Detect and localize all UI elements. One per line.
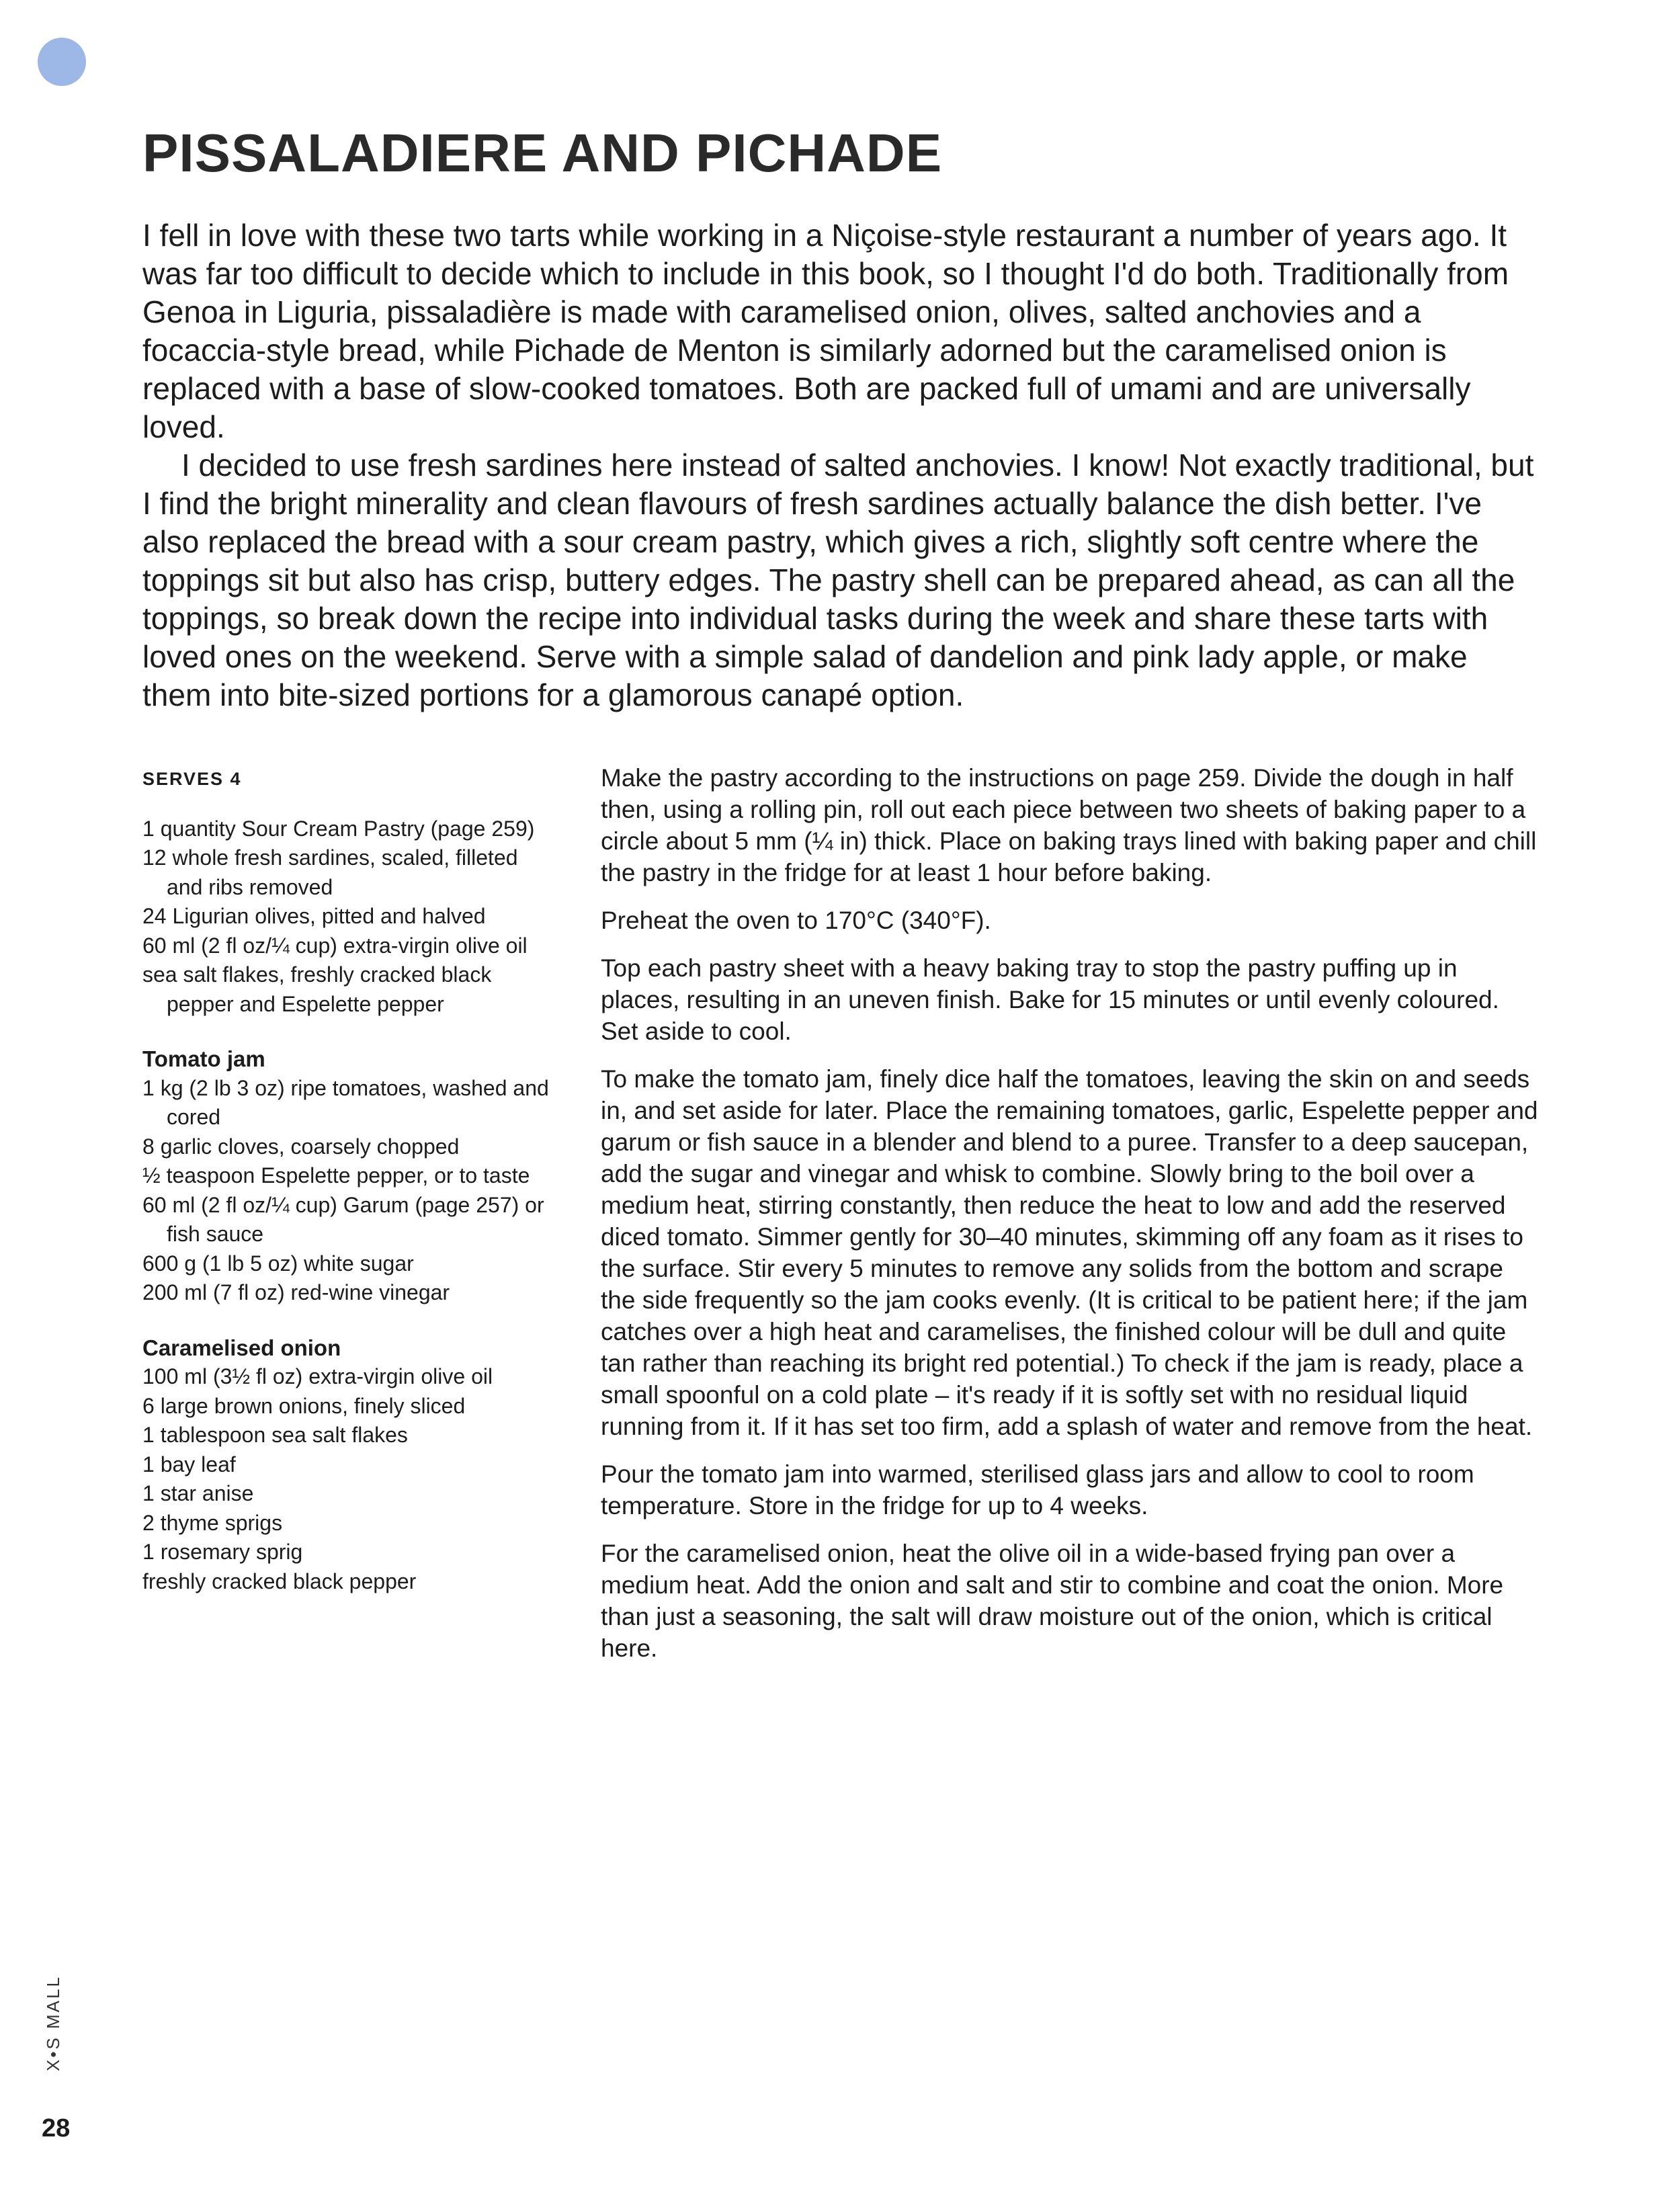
ingredient-item: 1 star anise — [142, 1481, 254, 1505]
ingredient-item: freshly cracked black pepper — [142, 1569, 417, 1593]
ingredient-item: 1 quantity Sour Cream Pastry (page 259) — [142, 816, 535, 841]
page-number: 28 — [42, 2114, 71, 2142]
ingredient-item: 200 ml (7 fl oz) red-wine vinegar — [142, 1280, 450, 1304]
method-step: Top each pastry sheet with a heavy baking tray to stop the pastry puffing up in places, resulting in an uneven finish. Bake for 15 minutes or until evenly coloured. Set aside to cool. — [601, 954, 1499, 1045]
intro-text — [142, 216, 1540, 714]
ingredient-item: 12 whole fresh sardines, scaled, filleted and ribs removed — [142, 845, 518, 899]
method-column — [601, 762, 1542, 1680]
book-side-label: X•S MALL — [43, 1975, 63, 2071]
tomato-jam-heading: Tomato jam — [142, 1046, 265, 1071]
ingredient-item: 2 thyme sprigs — [142, 1510, 283, 1535]
ingredient-item: 100 ml (3½ fl oz) extra-virgin olive oil — [142, 1364, 493, 1388]
ingredient-item: 24 Ligurian olives, pitted and halved — [142, 904, 486, 928]
serves-label: SERVES 4 — [142, 769, 242, 789]
ingredient-item: 1 kg (2 lb 3 oz) ripe tomatoes, washed and cored — [142, 1075, 549, 1129]
method-step: For the caramelised onion, heat the olive oil in a wide-based frying pan over a medium heat. Add the onion and salt and stir to combine and coat the onion. More than just a seasoning, the salt will draw moisture out of the onion, which is critical here. — [601, 1540, 1504, 1662]
intro-paragraph: I fell in love with these two tarts while working in a Niçoise-style restaurant a number of years ago. It was far too difficult to decide which to include in this book, so I thought I'd do both. Traditionally from Genoa in Liguria, pissaladière is made with caramelised onion, olives, salted anchovies and a focaccia-style bread, while Pichade de Menton is similarly adorned but the caramelised onion is replaced with a base of slow-cooked tomatoes. Both are packed full of umami and are universally loved. — [142, 218, 1509, 444]
method-step: Preheat the oven to 170°C (340°F). — [601, 907, 991, 934]
method-step: To make the tomato jam, finely dice half the tomatoes, leaving the skin on and seeds in, and set aside for later. Place the remaining tomatoes, garlic, Espelette pepper and garum or fish sauce in a blender and blend to a puree. Transfer to a deep saucepan, add the sugar and vinegar and whisk to combine. Slowly bring to the boil over a medium heat, stirring constantly, then reduce the heat to low and add the reserved diced tomato. Simmer gently for 30–40 minutes, skimming off any foam as it rises to the surface. Stir every 5 minutes to remove any solids from the bottom and scrape the side frequently so the jam cooks evenly. (It is critical to be patient here; if the jam catches over a high heat and caramelises, the finished colour will be dull and quite tan rather than reaching its bright red potential.) To check if the jam is ready, place a small spoonful on a cold plate – it's ready if it is softly set with no residual liquid running from it. If it has set too firm, add a splash of water and remove from the heat. — [601, 1065, 1538, 1440]
ingredient-item: 60 ml (2 fl oz/¼ cup) Garum (page 257) or fish sauce — [142, 1192, 544, 1246]
caramelised-onion-heading: Caramelised onion — [142, 1335, 341, 1360]
ingredient-item: 600 g (1 lb 5 oz) white sugar — [142, 1251, 414, 1276]
method-step: Pour the tomato jam into warmed, sterilised glass jars and allow to cool to room temperature. Store in the fridge for up to 4 weeks. — [601, 1460, 1474, 1519]
ingredient-list — [142, 815, 559, 1019]
ingredient-item: 1 bay leaf — [142, 1452, 236, 1476]
tomato-jam-list — [142, 1074, 559, 1308]
ingredient-item: 6 large brown onions, finely sliced — [142, 1393, 466, 1418]
caramelised-onion-list — [142, 1362, 559, 1596]
intro-paragraph: I decided to use fresh sardines here instead of salted anchovies. I know! Not exactly traditional, but I find the bright minerality and clean flavours of fresh sardines actually balance the dish better. I've also replaced the bread with a sour cream pastry, which gives a rich, slightly soft centre where the toppings sit but also has crisp, buttery edges. The pastry shell can be prepared ahead, as can all the toppings, so break down the recipe into individual tasks during the week and share these tarts with loved ones on the weekend. Serve with a simple salad of dandelion and pink lady apple, or make them into bite-sized portions for a glamorous canapé option. — [142, 448, 1534, 712]
ingredient-item: sea salt flakes, freshly cracked black pepper and Espelette pepper — [142, 962, 492, 1016]
ingredients-column — [142, 765, 559, 1596]
ingredient-item: 1 rosemary sprig — [142, 1540, 303, 1564]
ingredient-item: 60 ml (2 fl oz/¼ cup) extra-virgin olive oil — [142, 933, 528, 958]
ingredient-item: 8 garlic cloves, coarsely chopped — [142, 1134, 460, 1159]
ingredient-item: ½ teaspoon Espelette pepper, or to taste — [142, 1163, 530, 1188]
recipe-title: PISSALADIERE AND PICHADE — [142, 123, 943, 183]
ingredient-item: 1 tablespoon sea salt flakes — [142, 1423, 408, 1447]
method-step: Make the pastry according to the instructions on page 259. Divide the dough in half then, using a rolling pin, roll out each piece between two sheets of baking paper to a circle about 5 mm (¼ in) thick. Place on baking trays lined with baking paper and chill the pastry in the fridge for at least 1 hour before baking. — [601, 764, 1537, 886]
decorative-dot — [38, 38, 86, 86]
